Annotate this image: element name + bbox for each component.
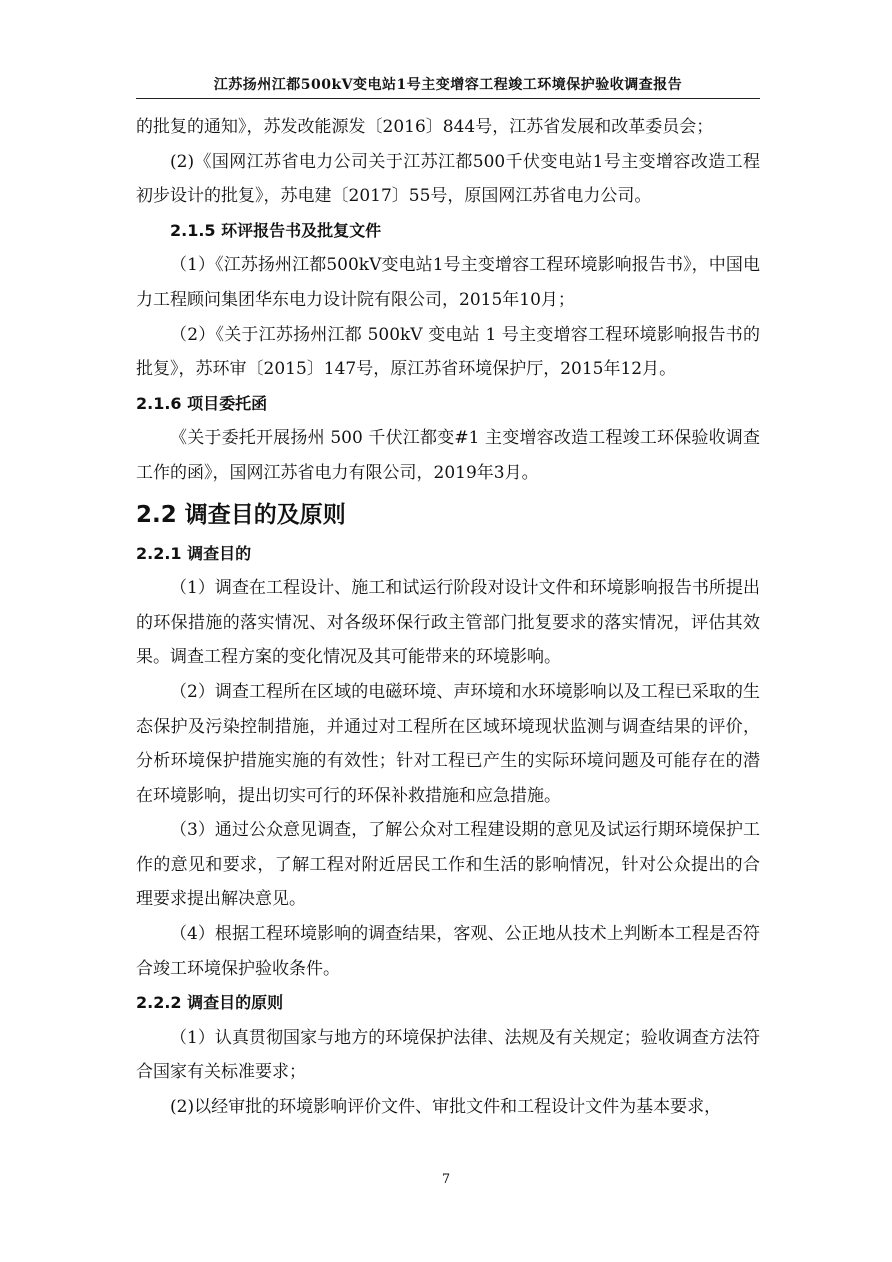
paragraph: (2)《国网江苏省电力公司关于江苏江都500千伏变电站1号主变增容改造工程初步设计的批复》，苏电建〔2017〕55号，原国网江苏省电力公司。 xyxy=(136,151,760,207)
section-heading-2-2: 2.2 调查目的及原则 xyxy=(136,501,346,528)
paragraph: （1）调查在工程设计、施工和试运行阶段对设计文件和环境影响报告书所提出的环保措施的落实情况、对各级环保行政主管部门批复要求的落实情况，评估其效果。调查工程方案的变化情况及其可能带来的环境影响。 xyxy=(136,578,760,668)
paragraph: （1）认真贯彻国家与地方的环境保护法律、法规及有关规定；验收调查方法符合国家有关标准要求； xyxy=(136,1027,760,1083)
paragraph: 的批复的通知》，苏发改能源发〔2016〕844号，江苏省发展和改革委员会； xyxy=(136,117,714,137)
paragraph: （2）《关于江苏扬州江都 500kV 变电站 1 号主变增容工程环境影响报告书的批复》，苏环审〔2015〕147号，原江苏省环境保护厅，2015年12月。 xyxy=(136,324,760,380)
section-heading-2-2-1: 2.2.1 调查目的 xyxy=(136,543,252,563)
section-heading-2-1-5: 2.1.5 环评报告书及批复文件 xyxy=(170,220,382,240)
page-number: 7 xyxy=(441,1172,451,1187)
section-heading-2-1-6: 2.1.6 项目委托函 xyxy=(136,393,268,413)
paragraph: （4）根据工程环境影响的调查结果，客观、公正地从技术上判断本工程是否符合竣工环境保护验收条件。 xyxy=(136,924,760,979)
paragraph: （2）调查工程所在区域的电磁环境、声环境和水环境影响以及工程已采取的生态保护及污染控制措施，并通过对工程所在区域环境现状监测与调查结果的评价，分析环境保护措施实施的有效性；针对工程已产生的实际环境问题及可能存在的潜在环境影响，提出切实可行的环保补救措施和应急措施。 xyxy=(136,681,760,806)
header-rule xyxy=(136,98,760,99)
paragraph: （3）通过公众意见调查，了解公众对工程建设期的意见及试运行期环境保护工作的意见和要求，了解工程对附近居民工作和生活的影响情况，针对公众提出的合理要求提出解决意见。 xyxy=(136,820,760,910)
section-heading-2-2-2: 2.2.2 调查目的原则 xyxy=(136,993,284,1013)
paragraph: (2)以经审批的环境影响评价文件、审批文件和工程设计文件为基本要求， xyxy=(170,1097,722,1118)
paragraph: （1）《江苏扬州江都500kV变电站1号主变增容工程环境影响报告书》，中国电力工程顾问集团华东电力设计院有限公司，2015年10月； xyxy=(136,255,760,310)
running-header: 江苏扬州江都500kV变电站1号主变增容工程竣工环境保护验收调查报告 xyxy=(213,77,683,93)
page-content xyxy=(136,110,760,1125)
paragraph: 《关于委托开展扬州 500 千伏江都变#1 主变增容改造工程竣工环保验收调查工作的函》，国网江苏省电力有限公司，2019年3月。 xyxy=(136,428,760,483)
